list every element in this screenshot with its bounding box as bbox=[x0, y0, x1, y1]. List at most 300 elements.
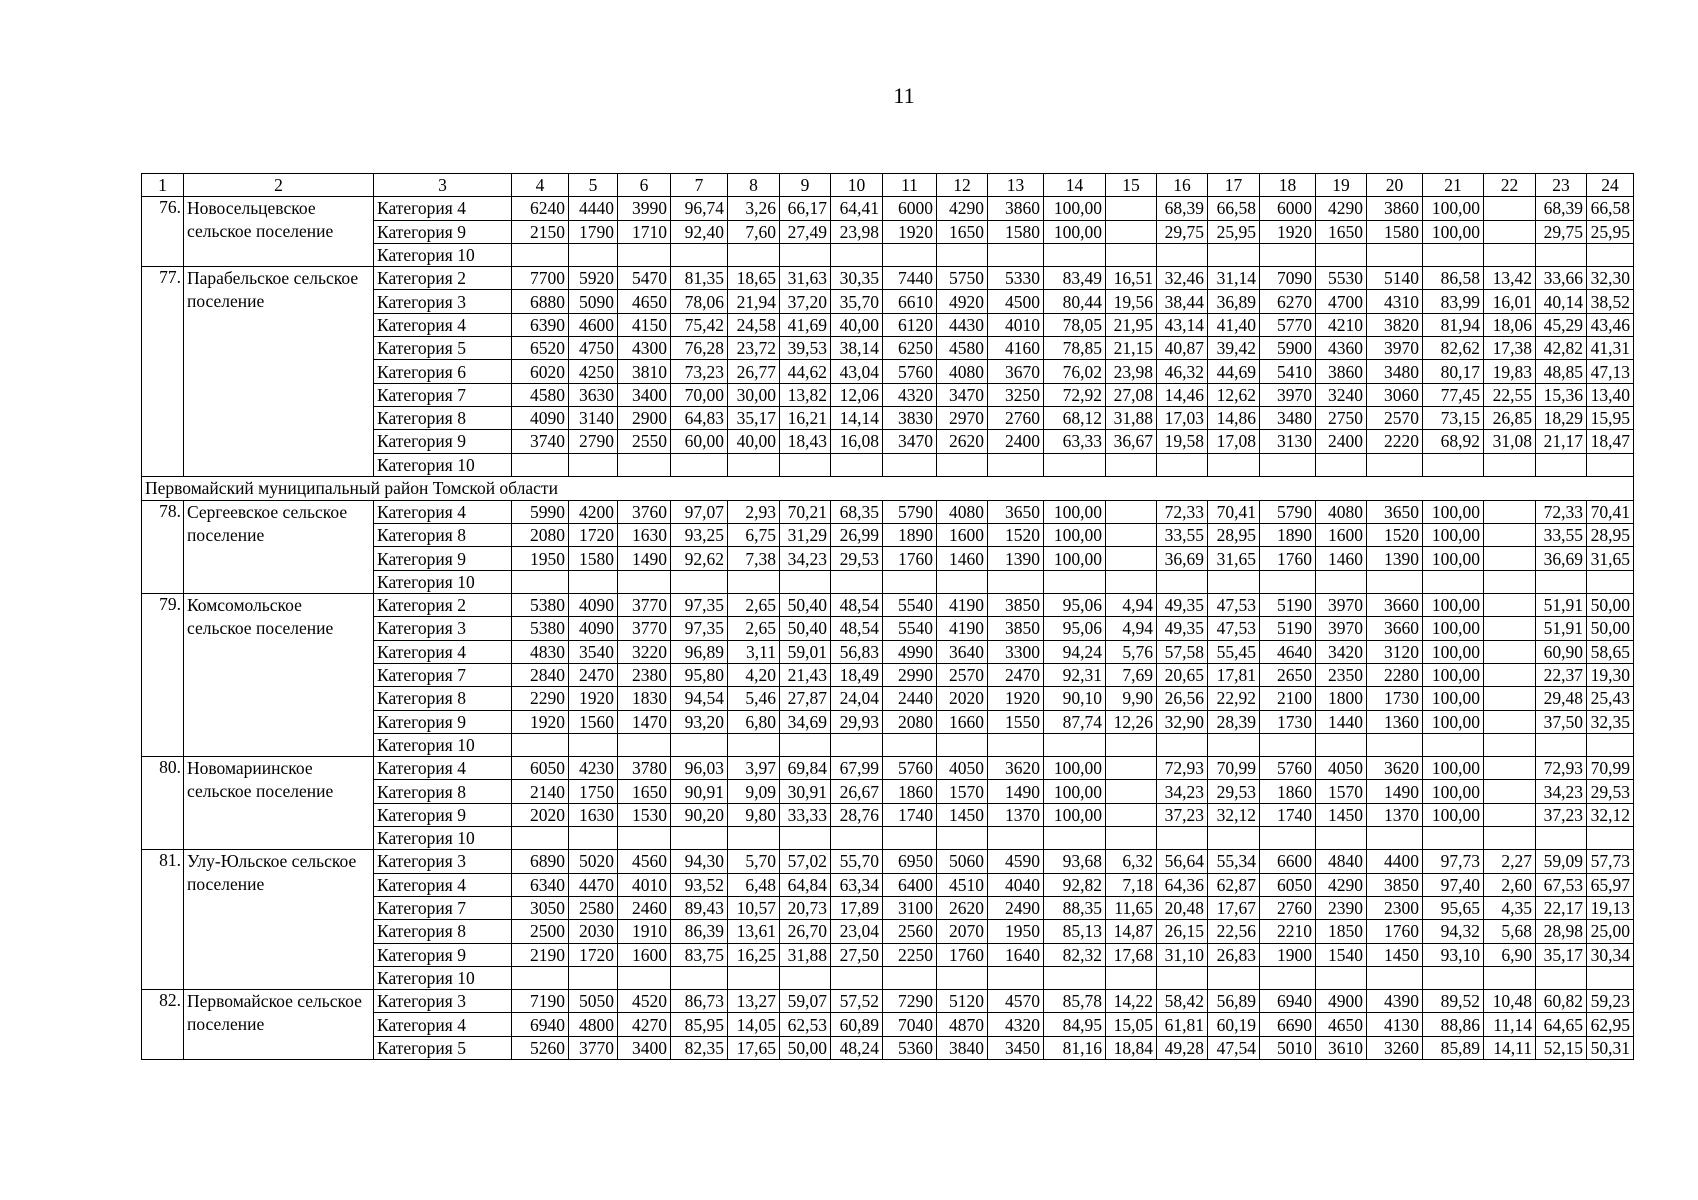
value-cell: 18,49 bbox=[831, 663, 883, 686]
value-cell: 6000 bbox=[883, 197, 937, 220]
value-cell: 31,65 bbox=[1587, 547, 1634, 570]
value-cell: 82,62 bbox=[1423, 337, 1484, 360]
value-cell: 21,15 bbox=[1106, 337, 1157, 360]
value-cell: 2790 bbox=[569, 430, 618, 453]
value-cell: 1920 bbox=[883, 220, 937, 243]
value-cell: 2350 bbox=[1316, 663, 1367, 686]
table-row bbox=[142, 500, 1634, 523]
value-cell bbox=[1367, 570, 1423, 593]
value-cell: 2380 bbox=[618, 663, 671, 686]
value-cell bbox=[728, 243, 780, 266]
value-cell: 17,38 bbox=[1484, 337, 1536, 360]
value-cell: 42,82 bbox=[1536, 337, 1587, 360]
value-cell bbox=[1260, 570, 1316, 593]
value-cell: 6880 bbox=[512, 290, 569, 313]
column-header-11: 11 bbox=[883, 174, 937, 197]
value-cell: 2250 bbox=[883, 943, 937, 966]
value-cell: 30,00 bbox=[728, 383, 780, 406]
value-cell: 2560 bbox=[883, 920, 937, 943]
value-cell: 66,58 bbox=[1208, 197, 1260, 220]
row-number: 79. bbox=[142, 594, 184, 757]
value-cell: 2490 bbox=[988, 896, 1044, 919]
value-cell: 43,04 bbox=[831, 360, 883, 383]
value-cell: 34,23 bbox=[1536, 780, 1587, 803]
value-cell: 97,40 bbox=[1423, 873, 1484, 896]
value-cell: 4600 bbox=[569, 313, 618, 336]
value-cell: 2460 bbox=[618, 896, 671, 919]
value-cell: 4270 bbox=[618, 1013, 671, 1036]
value-cell: 26,56 bbox=[1157, 687, 1208, 710]
value-cell bbox=[988, 570, 1044, 593]
category-label: Категория 9 bbox=[374, 710, 512, 733]
value-cell: 3670 bbox=[988, 360, 1044, 383]
value-cell: 100,00 bbox=[1423, 640, 1484, 663]
value-cell: 25,43 bbox=[1587, 687, 1634, 710]
value-cell: 7,18 bbox=[1106, 873, 1157, 896]
value-cell: 20,65 bbox=[1157, 663, 1208, 686]
value-cell: 44,62 bbox=[780, 360, 831, 383]
value-cell: 1470 bbox=[618, 710, 671, 733]
value-cell bbox=[1484, 710, 1536, 733]
category-label: Категория 10 bbox=[374, 570, 512, 593]
value-cell: 4580 bbox=[512, 383, 569, 406]
value-cell: 1660 bbox=[937, 710, 988, 733]
column-header-6: 6 bbox=[618, 174, 671, 197]
value-cell bbox=[1423, 570, 1484, 593]
value-cell: 73,15 bbox=[1423, 406, 1484, 429]
value-cell bbox=[1106, 966, 1157, 989]
value-cell bbox=[1106, 757, 1157, 780]
value-cell: 21,95 bbox=[1106, 313, 1157, 336]
value-cell: 93,20 bbox=[671, 710, 728, 733]
value-cell: 6520 bbox=[512, 337, 569, 360]
column-header-19: 19 bbox=[1316, 174, 1367, 197]
value-cell bbox=[1587, 453, 1634, 476]
value-cell: 6940 bbox=[512, 1013, 569, 1036]
value-cell: 13,40 bbox=[1587, 383, 1634, 406]
value-cell: 51,91 bbox=[1536, 617, 1587, 640]
value-cell: 3220 bbox=[618, 640, 671, 663]
value-cell: 3400 bbox=[618, 383, 671, 406]
column-header-4: 4 bbox=[512, 174, 569, 197]
value-cell: 15,05 bbox=[1106, 1013, 1157, 1036]
value-cell: 34,69 bbox=[780, 710, 831, 733]
value-cell bbox=[618, 733, 671, 756]
value-cell bbox=[512, 733, 569, 756]
value-cell: 94,54 bbox=[671, 687, 728, 710]
value-cell: 19,13 bbox=[1587, 896, 1634, 919]
value-cell: 1950 bbox=[988, 920, 1044, 943]
value-cell: 82,35 bbox=[671, 1036, 728, 1059]
value-cell: 41,31 bbox=[1587, 337, 1634, 360]
value-cell: 32,90 bbox=[1157, 710, 1208, 733]
value-cell: 35,17 bbox=[1536, 943, 1587, 966]
value-cell: 7440 bbox=[883, 267, 937, 290]
value-cell bbox=[1367, 827, 1423, 850]
value-cell: 10,48 bbox=[1484, 990, 1536, 1013]
value-cell bbox=[1106, 733, 1157, 756]
value-cell: 16,51 bbox=[1106, 267, 1157, 290]
value-cell: 92,82 bbox=[1044, 873, 1106, 896]
value-cell: 70,00 bbox=[671, 383, 728, 406]
value-cell: 9,09 bbox=[728, 780, 780, 803]
value-cell: 6390 bbox=[512, 313, 569, 336]
value-cell bbox=[569, 733, 618, 756]
value-cell: 50,00 bbox=[780, 1036, 831, 1059]
value-cell: 2620 bbox=[937, 896, 988, 919]
value-cell: 2220 bbox=[1367, 430, 1423, 453]
value-cell: 4560 bbox=[618, 850, 671, 873]
value-cell bbox=[1423, 827, 1484, 850]
value-cell: 3860 bbox=[1316, 360, 1367, 383]
value-cell: 35,70 bbox=[831, 290, 883, 313]
value-cell: 4290 bbox=[937, 197, 988, 220]
value-cell: 4990 bbox=[883, 640, 937, 663]
value-cell: 43,46 bbox=[1587, 313, 1634, 336]
value-cell: 3130 bbox=[1260, 430, 1316, 453]
value-cell: 3770 bbox=[618, 617, 671, 640]
value-cell: 67,99 bbox=[831, 757, 883, 780]
category-label: Категория 4 bbox=[374, 640, 512, 663]
header-row bbox=[142, 174, 1634, 197]
value-cell bbox=[780, 966, 831, 989]
value-cell: 65,97 bbox=[1587, 873, 1634, 896]
category-label: Категория 10 bbox=[374, 243, 512, 266]
value-cell: 4310 bbox=[1367, 290, 1423, 313]
value-cell: 93,25 bbox=[671, 524, 728, 547]
value-cell bbox=[728, 733, 780, 756]
value-cell: 3770 bbox=[569, 1036, 618, 1059]
value-cell: 1490 bbox=[618, 547, 671, 570]
value-cell: 18,06 bbox=[1484, 313, 1536, 336]
value-cell: 31,08 bbox=[1484, 430, 1536, 453]
value-cell: 62,95 bbox=[1587, 1013, 1634, 1036]
value-cell: 29,75 bbox=[1536, 220, 1587, 243]
value-cell: 3990 bbox=[618, 197, 671, 220]
value-cell: 17,89 bbox=[831, 896, 883, 919]
value-cell: 6690 bbox=[1260, 1013, 1316, 1036]
value-cell: 7700 bbox=[512, 267, 569, 290]
page-number: 11 bbox=[893, 83, 915, 108]
value-cell: 6,48 bbox=[728, 873, 780, 896]
value-cell: 100,00 bbox=[1044, 757, 1106, 780]
value-cell: 1460 bbox=[1316, 547, 1367, 570]
value-cell: 31,14 bbox=[1208, 267, 1260, 290]
value-cell: 1390 bbox=[988, 547, 1044, 570]
value-cell: 1760 bbox=[1260, 547, 1316, 570]
value-cell bbox=[1484, 617, 1536, 640]
value-cell bbox=[1484, 453, 1536, 476]
value-cell: 4870 bbox=[937, 1013, 988, 1036]
value-cell: 4300 bbox=[618, 337, 671, 360]
value-cell: 85,13 bbox=[1044, 920, 1106, 943]
value-cell: 60,89 bbox=[831, 1013, 883, 1036]
value-cell: 36,69 bbox=[1157, 547, 1208, 570]
value-cell: 76,28 bbox=[671, 337, 728, 360]
value-cell bbox=[1260, 827, 1316, 850]
value-cell: 36,89 bbox=[1208, 290, 1260, 313]
value-cell: 4920 bbox=[937, 290, 988, 313]
value-cell: 52,15 bbox=[1536, 1036, 1587, 1059]
table-row bbox=[142, 757, 1634, 780]
value-cell bbox=[1587, 733, 1634, 756]
value-cell bbox=[1157, 733, 1208, 756]
value-cell: 7,69 bbox=[1106, 663, 1157, 686]
value-cell: 78,06 bbox=[671, 290, 728, 313]
value-cell: 5380 bbox=[512, 617, 569, 640]
value-cell bbox=[1316, 827, 1367, 850]
value-cell: 100,00 bbox=[1044, 780, 1106, 803]
value-cell: 100,00 bbox=[1423, 197, 1484, 220]
value-cell: 56,89 bbox=[1208, 990, 1260, 1013]
value-cell bbox=[988, 453, 1044, 476]
value-cell: 94,24 bbox=[1044, 640, 1106, 663]
value-cell: 1830 bbox=[618, 687, 671, 710]
value-cell bbox=[1484, 594, 1536, 617]
value-cell: 66,58 bbox=[1587, 197, 1634, 220]
value-cell: 62,53 bbox=[780, 1013, 831, 1036]
value-cell: 18,65 bbox=[728, 267, 780, 290]
value-cell: 4290 bbox=[1316, 873, 1367, 896]
value-cell: 92,40 bbox=[671, 220, 728, 243]
value-cell: 1520 bbox=[1367, 524, 1423, 547]
category-label: Категория 7 bbox=[374, 383, 512, 406]
value-cell bbox=[1106, 780, 1157, 803]
value-cell bbox=[1106, 547, 1157, 570]
value-cell: 17,68 bbox=[1106, 943, 1157, 966]
value-cell bbox=[831, 733, 883, 756]
value-cell bbox=[671, 733, 728, 756]
value-cell bbox=[1423, 733, 1484, 756]
value-cell bbox=[1484, 547, 1536, 570]
value-cell: 5060 bbox=[937, 850, 988, 873]
value-cell: 92,62 bbox=[671, 547, 728, 570]
value-cell: 3660 bbox=[1367, 617, 1423, 640]
value-cell: 22,17 bbox=[1536, 896, 1587, 919]
value-cell: 38,14 bbox=[831, 337, 883, 360]
value-cell: 35,17 bbox=[728, 406, 780, 429]
value-cell: 2100 bbox=[1260, 687, 1316, 710]
value-cell: 5760 bbox=[883, 757, 937, 780]
value-cell: 50,00 bbox=[1587, 594, 1634, 617]
value-cell: 55,70 bbox=[831, 850, 883, 873]
value-cell bbox=[1316, 570, 1367, 593]
value-cell: 4090 bbox=[512, 406, 569, 429]
value-cell: 16,25 bbox=[728, 943, 780, 966]
value-cell: 1630 bbox=[569, 803, 618, 826]
value-cell: 2750 bbox=[1316, 406, 1367, 429]
value-cell: 19,56 bbox=[1106, 290, 1157, 313]
value-cell: 50,40 bbox=[780, 594, 831, 617]
value-cell: 38,44 bbox=[1157, 290, 1208, 313]
value-cell bbox=[671, 570, 728, 593]
value-cell bbox=[512, 243, 569, 266]
value-cell: 83,99 bbox=[1423, 290, 1484, 313]
value-cell: 19,83 bbox=[1484, 360, 1536, 383]
value-cell bbox=[1208, 966, 1260, 989]
value-cell bbox=[780, 733, 831, 756]
value-cell: 5140 bbox=[1367, 267, 1423, 290]
value-cell: 1360 bbox=[1367, 710, 1423, 733]
category-label: Категория 9 bbox=[374, 803, 512, 826]
value-cell: 5,76 bbox=[1106, 640, 1157, 663]
value-cell bbox=[937, 827, 988, 850]
value-cell: 72,33 bbox=[1536, 500, 1587, 523]
value-cell: 4210 bbox=[1316, 313, 1367, 336]
value-cell: 1570 bbox=[937, 780, 988, 803]
value-cell: 2140 bbox=[512, 780, 569, 803]
category-label: Категория 3 bbox=[374, 850, 512, 873]
value-cell: 100,00 bbox=[1423, 803, 1484, 826]
value-cell: 93,68 bbox=[1044, 850, 1106, 873]
value-cell: 100,00 bbox=[1423, 780, 1484, 803]
value-cell: 62,87 bbox=[1208, 873, 1260, 896]
settlement-name: Парабельское сельское поселение bbox=[184, 267, 374, 477]
region-row bbox=[142, 476, 1634, 500]
value-cell bbox=[1106, 243, 1157, 266]
column-header-3: 3 bbox=[374, 174, 512, 197]
value-cell: 1760 bbox=[883, 547, 937, 570]
value-cell: 72,93 bbox=[1536, 757, 1587, 780]
value-cell: 26,15 bbox=[1157, 920, 1208, 943]
value-cell: 2840 bbox=[512, 663, 569, 686]
value-cell: 30,35 bbox=[831, 267, 883, 290]
value-cell: 4360 bbox=[1316, 337, 1367, 360]
value-cell: 3850 bbox=[988, 594, 1044, 617]
value-cell: 3470 bbox=[937, 383, 988, 406]
value-cell bbox=[1260, 733, 1316, 756]
value-cell: 5790 bbox=[1260, 500, 1316, 523]
value-cell: 10,57 bbox=[728, 896, 780, 919]
value-cell: 33,33 bbox=[780, 803, 831, 826]
value-cell: 100,00 bbox=[1044, 197, 1106, 220]
value-cell: 93,52 bbox=[671, 873, 728, 896]
value-cell: 95,06 bbox=[1044, 617, 1106, 640]
value-cell: 5,70 bbox=[728, 850, 780, 873]
value-cell: 1760 bbox=[1367, 920, 1423, 943]
row-number: 80. bbox=[142, 757, 184, 850]
column-header-24: 24 bbox=[1587, 174, 1634, 197]
value-cell: 26,77 bbox=[728, 360, 780, 383]
value-cell: 1740 bbox=[1260, 803, 1316, 826]
value-cell: 56,83 bbox=[831, 640, 883, 663]
value-cell bbox=[512, 453, 569, 476]
value-cell: 72,93 bbox=[1157, 757, 1208, 780]
value-cell: 57,58 bbox=[1157, 640, 1208, 663]
value-cell: 60,90 bbox=[1536, 640, 1587, 663]
value-cell: 37,50 bbox=[1536, 710, 1587, 733]
value-cell: 3840 bbox=[937, 1036, 988, 1059]
value-cell: 3820 bbox=[1367, 313, 1423, 336]
value-cell: 1730 bbox=[1367, 687, 1423, 710]
value-cell: 1900 bbox=[1260, 943, 1316, 966]
column-header-8: 8 bbox=[728, 174, 780, 197]
value-cell bbox=[831, 453, 883, 476]
value-cell: 63,34 bbox=[831, 873, 883, 896]
value-cell: 44,69 bbox=[1208, 360, 1260, 383]
value-cell: 17,03 bbox=[1157, 406, 1208, 429]
value-cell bbox=[1157, 243, 1208, 266]
value-cell: 55,45 bbox=[1208, 640, 1260, 663]
table-row bbox=[142, 197, 1634, 220]
value-cell: 2500 bbox=[512, 920, 569, 943]
value-cell: 3640 bbox=[937, 640, 988, 663]
value-cell bbox=[1044, 570, 1106, 593]
value-cell: 87,74 bbox=[1044, 710, 1106, 733]
value-cell: 2020 bbox=[937, 687, 988, 710]
value-cell: 89,52 bbox=[1423, 990, 1484, 1013]
value-cell: 25,95 bbox=[1587, 220, 1634, 243]
value-cell: 4230 bbox=[569, 757, 618, 780]
value-cell: 30,34 bbox=[1587, 943, 1634, 966]
value-cell: 4,94 bbox=[1106, 617, 1157, 640]
value-cell: 4400 bbox=[1367, 850, 1423, 873]
value-cell: 64,65 bbox=[1536, 1013, 1587, 1036]
value-cell: 68,35 bbox=[831, 500, 883, 523]
value-cell: 22,92 bbox=[1208, 687, 1260, 710]
value-cell: 61,81 bbox=[1157, 1013, 1208, 1036]
value-cell bbox=[671, 243, 728, 266]
value-cell: 7040 bbox=[883, 1013, 937, 1036]
value-cell: 57,52 bbox=[831, 990, 883, 1013]
value-cell bbox=[780, 453, 831, 476]
value-cell: 4470 bbox=[569, 873, 618, 896]
value-cell: 1530 bbox=[618, 803, 671, 826]
settlement-name: Комсомольское сельское поселение bbox=[184, 594, 374, 757]
value-cell: 33,55 bbox=[1157, 524, 1208, 547]
value-cell: 70,99 bbox=[1208, 757, 1260, 780]
value-cell: 100,00 bbox=[1423, 663, 1484, 686]
value-cell: 6000 bbox=[1260, 197, 1316, 220]
value-cell bbox=[988, 827, 1044, 850]
value-cell: 1860 bbox=[1260, 780, 1316, 803]
value-cell: 40,87 bbox=[1157, 337, 1208, 360]
value-cell bbox=[569, 570, 618, 593]
value-cell: 4050 bbox=[937, 757, 988, 780]
value-cell: 7090 bbox=[1260, 267, 1316, 290]
value-cell: 83,75 bbox=[671, 943, 728, 966]
value-cell bbox=[1208, 827, 1260, 850]
value-cell: 18,47 bbox=[1587, 430, 1634, 453]
value-cell: 60,82 bbox=[1536, 990, 1587, 1013]
value-cell: 45,29 bbox=[1536, 313, 1587, 336]
value-cell: 4090 bbox=[569, 594, 618, 617]
category-label: Категория 6 bbox=[374, 360, 512, 383]
value-cell: 28,39 bbox=[1208, 710, 1260, 733]
category-label: Категория 10 bbox=[374, 453, 512, 476]
value-cell bbox=[1260, 966, 1316, 989]
value-cell bbox=[1484, 780, 1536, 803]
value-cell: 22,56 bbox=[1208, 920, 1260, 943]
value-cell: 94,32 bbox=[1423, 920, 1484, 943]
category-label: Категория 7 bbox=[374, 896, 512, 919]
value-cell: 81,16 bbox=[1044, 1036, 1106, 1059]
value-cell: 3970 bbox=[1316, 617, 1367, 640]
row-number: 82. bbox=[142, 990, 184, 1060]
column-header-22: 22 bbox=[1484, 174, 1536, 197]
value-cell: 97,73 bbox=[1423, 850, 1484, 873]
value-cell: 6020 bbox=[512, 360, 569, 383]
value-cell: 7,38 bbox=[728, 547, 780, 570]
value-cell: 14,22 bbox=[1106, 990, 1157, 1013]
value-cell: 60,19 bbox=[1208, 1013, 1260, 1036]
value-cell: 1910 bbox=[618, 920, 671, 943]
value-cell bbox=[1157, 966, 1208, 989]
value-cell: 58,42 bbox=[1157, 990, 1208, 1013]
settlement-name: Новосельцевское сельское поселение bbox=[184, 197, 374, 267]
value-cell: 94,30 bbox=[671, 850, 728, 873]
value-cell: 34,23 bbox=[780, 547, 831, 570]
